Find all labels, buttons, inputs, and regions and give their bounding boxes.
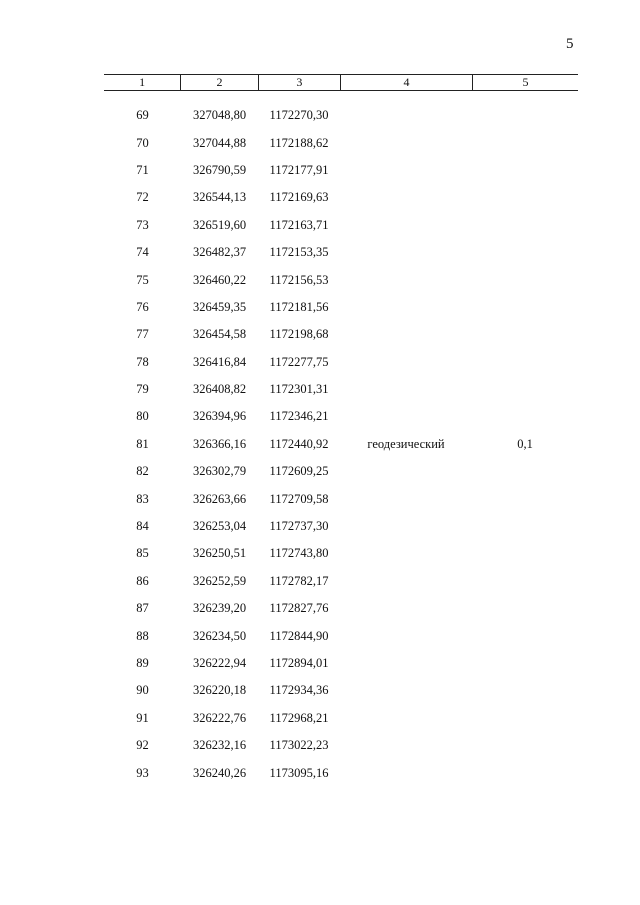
x-coordinate-cell: 326234,50 [192, 628, 247, 643]
point-number-cell: 83 [136, 491, 149, 506]
y-coordinate-cell: 1172737,30 [269, 519, 329, 534]
table-row [104, 212, 578, 239]
column-header-1: 1 [139, 75, 146, 89]
point-number-cell: 85 [136, 546, 149, 561]
column-header-4: 4 [340, 75, 472, 90]
x-coordinate-cell: 326790,59 [192, 162, 247, 177]
x-coordinate-cell: 326416,84 [192, 354, 247, 369]
point-number-cell: 82 [136, 464, 149, 479]
column-header-3: 3 [258, 75, 340, 90]
y-coordinate-cell: 1172270,30 [269, 108, 329, 123]
x-coordinate-cell: 326408,82 [192, 382, 247, 397]
y-coordinate-cell: 1172968,21 [269, 710, 329, 725]
y-coordinate-cell: 1172188,62 [269, 135, 329, 150]
table-row [104, 540, 578, 567]
y-coordinate-cell: 1172844,90 [269, 628, 329, 643]
table-row [104, 294, 578, 321]
y-coordinate-cell: 1172156,53 [269, 272, 329, 287]
point-number-cell: 69 [136, 108, 149, 123]
table-row [104, 595, 578, 622]
y-coordinate-cell: 1172198,68 [269, 327, 329, 342]
table-row [104, 239, 578, 266]
y-coordinate-cell: 1172609,25 [269, 464, 329, 479]
table-row [104, 349, 578, 376]
table-row [104, 732, 578, 759]
x-coordinate-cell: 326482,37 [192, 245, 247, 260]
point-number-cell: 75 [136, 272, 149, 287]
point-number-cell: 70 [136, 135, 149, 150]
y-coordinate-cell: 1173022,23 [269, 738, 329, 753]
y-coordinate-cell: 1172301,31 [269, 382, 329, 397]
x-coordinate-cell: 326222,94 [192, 656, 247, 670]
x-coordinate-cell: 326250,51 [192, 546, 247, 561]
y-coordinate-cell: 1173095,16 [269, 765, 329, 780]
x-coordinate-cell: 326454,58 [192, 327, 247, 342]
point-number-cell: 86 [136, 573, 149, 588]
table-row [104, 102, 578, 129]
table-row [104, 513, 578, 540]
table-row [104, 705, 578, 732]
x-coordinate-cell: 326232,16 [192, 738, 247, 753]
table-row [104, 266, 578, 293]
table-header [104, 74, 578, 91]
table-row [104, 376, 578, 403]
x-coordinate-cell: 326302,79 [192, 464, 247, 479]
table-row [104, 485, 578, 512]
x-coordinate-cell: 326239,20 [192, 601, 247, 616]
table-row [104, 568, 578, 595]
x-coordinate-cell: 326366,16 [192, 436, 247, 451]
y-coordinate-cell: 1172827,76 [269, 601, 329, 616]
y-coordinate-cell: 1172277,75 [269, 354, 329, 369]
x-coordinate-cell: 326252,59 [192, 573, 247, 588]
point-number-cell: 93 [136, 765, 149, 780]
x-coordinate-cell: 326459,35 [192, 299, 247, 314]
x-coordinate-cell: 326222,76 [192, 710, 247, 725]
table-row [104, 184, 578, 211]
x-coordinate-cell: 326544,13 [192, 190, 247, 205]
column-header-5: 5 [472, 75, 578, 90]
table-body [104, 102, 578, 787]
point-number-cell: 79 [136, 382, 149, 397]
table-row [104, 677, 578, 704]
y-coordinate-cell: 1172153,35 [269, 245, 329, 260]
point-number-cell: 72 [136, 190, 149, 205]
x-coordinate-cell: 326519,60 [192, 217, 247, 232]
accuracy-cell: 0,1 [517, 436, 533, 451]
point-number-cell: 73 [136, 217, 149, 232]
point-number-cell: 77 [136, 327, 149, 342]
point-number-cell: 92 [136, 738, 149, 753]
y-coordinate-cell: 1172169,63 [269, 190, 329, 205]
point-number-cell: 88 [136, 628, 149, 643]
y-coordinate-cell: 1172181,56 [269, 299, 329, 314]
x-coordinate-cell: 326240,26 [192, 765, 247, 780]
table-row [104, 321, 578, 348]
point-number-cell: 80 [136, 409, 149, 424]
point-number-cell: 89 [136, 656, 149, 670]
y-coordinate-cell: 1172346,21 [269, 409, 329, 424]
point-number-cell: 74 [136, 245, 149, 260]
y-coordinate-cell: 1172934,36 [269, 683, 329, 698]
x-coordinate-cell: 326394,96 [192, 409, 247, 424]
table-row [104, 622, 578, 649]
table-row [104, 431, 578, 458]
y-coordinate-cell: 1172709,58 [269, 491, 329, 506]
point-number-cell: 78 [136, 354, 149, 369]
table-row [104, 403, 578, 430]
table-row [104, 129, 578, 156]
point-number-cell: 71 [136, 162, 149, 177]
column-header-2: 2 [180, 75, 257, 90]
table-row [104, 458, 578, 485]
y-coordinate-cell: 1172163,71 [269, 217, 329, 232]
x-coordinate-cell: 326460,22 [192, 272, 247, 287]
y-coordinate-cell: 1172177,91 [269, 162, 329, 177]
point-number-cell: 76 [136, 299, 149, 314]
x-coordinate-cell: 327048,80 [192, 108, 247, 123]
point-number-cell: 90 [136, 683, 149, 698]
point-number-cell: 84 [136, 519, 149, 534]
page-number: 5 [566, 36, 574, 52]
x-coordinate-cell: 326263,66 [192, 491, 247, 506]
coordinates-table [104, 74, 578, 780]
table-row [104, 650, 578, 677]
y-coordinate-cell: 1172743,80 [269, 546, 329, 561]
x-coordinate-cell: 326220,18 [192, 683, 247, 698]
y-coordinate-cell: 1172440,92 [269, 436, 329, 451]
table-row [104, 157, 578, 184]
table-row [104, 759, 578, 786]
y-coordinate-cell: 1172894,01 [269, 656, 329, 670]
point-number-cell: 91 [136, 710, 149, 725]
point-number-cell: 81 [136, 436, 149, 451]
x-coordinate-cell: 327044,88 [192, 135, 247, 150]
method-cell: геодезический [367, 436, 445, 451]
y-coordinate-cell: 1172782,17 [269, 573, 329, 588]
x-coordinate-cell: 326253,04 [192, 519, 247, 534]
point-number-cell: 87 [136, 601, 149, 616]
